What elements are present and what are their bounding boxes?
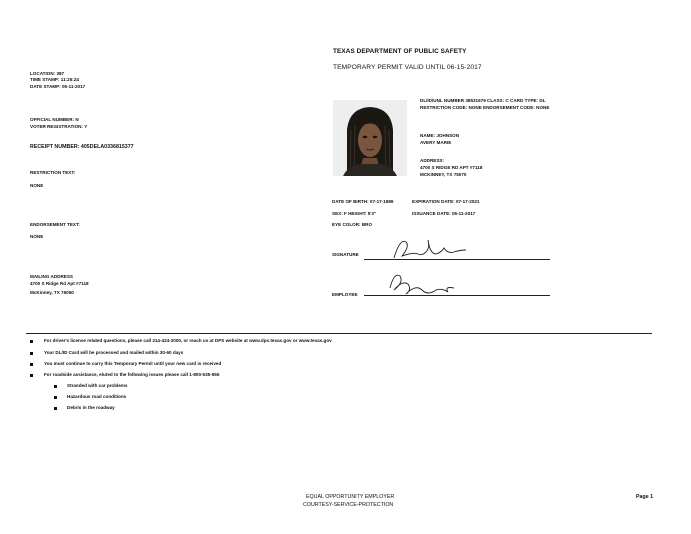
voter-registration: VOTER REGISTRATION: Y xyxy=(30,124,88,129)
signature-label: SIGNATURE xyxy=(332,252,359,257)
bullet xyxy=(30,363,33,366)
sub-bullet xyxy=(54,385,57,388)
page-number: Page 1 xyxy=(636,494,654,500)
signature-image xyxy=(388,234,478,262)
endorsement-value: NONE xyxy=(30,234,44,239)
permit-validity: TEMPORARY PERMIT VALID UNTIL 06-15-2017 xyxy=(333,64,482,71)
section-divider xyxy=(26,333,652,334)
sub-bullet xyxy=(54,407,57,410)
eye-color: EYE COLOR: BRO xyxy=(332,222,373,227)
bullet xyxy=(30,352,33,355)
footer-eoe: EQUAL OPPORTUNITY EMPLOYER xyxy=(306,494,395,500)
time-stamp: TIME STAMP: 11:25:24 xyxy=(30,77,79,82)
applicant-photo xyxy=(333,100,407,176)
mailing-line2: McKinney, TX 75050 xyxy=(30,290,74,295)
sub-notice-3: Debris in the roadway xyxy=(67,405,115,410)
date-stamp: DATE STAMP: 05-11-2017 xyxy=(30,84,86,89)
receipt-number: RECEIPT NUMBER: 405DELA0336815377 xyxy=(30,144,134,150)
employee-signature-image xyxy=(384,268,464,298)
location: LOCATION: 387 xyxy=(30,71,65,76)
endorsement-label: ENDORSEMENT TEXT: xyxy=(30,222,80,227)
name-label: NAME: JOHNSON xyxy=(420,133,460,138)
sub-notice-1: Stranded with car problems xyxy=(67,383,128,388)
name-value: AVERY MARIE xyxy=(420,140,452,145)
sex-height: SEX: F HEIGHT: 5'3" xyxy=(332,211,377,216)
notice-3: You must continue to carry this Temporary Permit until your new card is received xyxy=(44,361,222,366)
address-line1: 4700 S RIDGE RD APT #7118 xyxy=(420,165,483,170)
official-number: OFFICIAL NUMBER: N xyxy=(30,117,79,122)
notice-1: For driver's license related questions, please call 214-424-2000, or reach us at DPS website at www.dps.texas.gov or www.texas.gov xyxy=(44,338,332,343)
date-of-birth: DATE OF BIRTH: 07-17-1989 xyxy=(332,199,394,204)
restriction-value: NONE xyxy=(30,183,44,188)
dl-number-line: DL/ID/UNL NUMBER 38531679 CLASS: C CARD TYPE: DL xyxy=(420,98,546,103)
employee-label: EMPLOYEE xyxy=(332,292,358,297)
bullet xyxy=(30,374,33,377)
sub-notice-2: Hazardous road conditions xyxy=(67,394,127,399)
footer-motto: COURTESY-SERVICE-PROTECTION xyxy=(303,502,394,508)
expiration-date: EXPIRATION DATE: 07-17-2021 xyxy=(412,199,480,204)
address-line2: MCKINNEY, TX 75070 xyxy=(420,172,467,177)
issuance-date: ISSUANCE DATE: 05-11-2017 xyxy=(412,211,476,216)
restriction-label: RESTRICTION TEXT: xyxy=(30,170,76,175)
notice-4: For roadside assistance, eluted to the following issues please call 1-800-535-555 xyxy=(44,372,220,377)
notice-2: Your DL/ID Card will be processed and mailed within 30-60 days xyxy=(44,350,184,355)
restriction-code-line: RESTRICTION CODE: NONE ENDORSEMENT CODE: NONE xyxy=(420,105,550,110)
mailing-line1: 4700 S Ridge Rd Apt #7118 xyxy=(30,281,89,286)
agency-title: TEXAS DEPARTMENT OF PUBLIC SAFETY xyxy=(333,48,467,55)
address-label: ADDRESS: xyxy=(420,158,444,163)
sub-bullet xyxy=(54,396,57,399)
mailing-label: MAILING ADDRESS xyxy=(30,274,73,279)
bullet xyxy=(30,340,33,343)
